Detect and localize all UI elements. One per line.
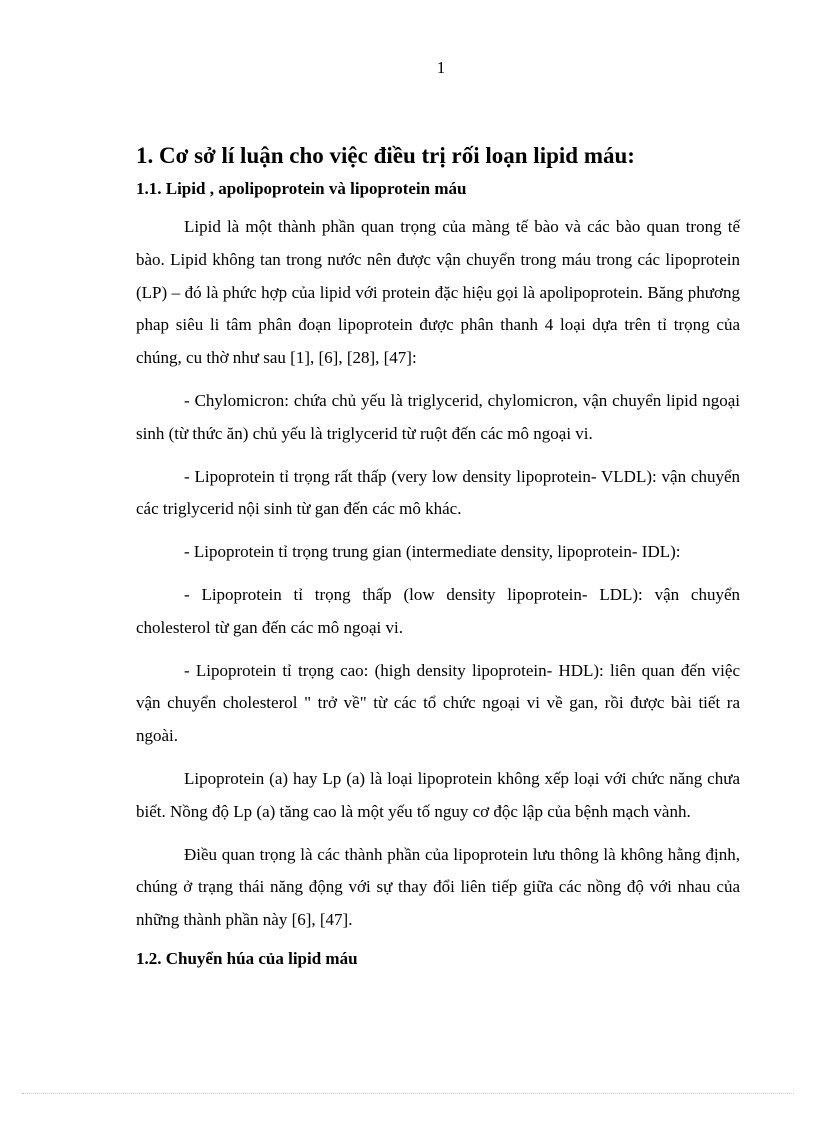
document-body xyxy=(136,142,740,981)
section-heading-1-1: 1.1. Lipid , apolipoprotein và lipoprotein máu xyxy=(136,179,467,198)
main-heading: 1. Cơ sở lí luận cho việc điều trị rối loạn lipid máu: xyxy=(136,143,635,168)
page-number: 1 xyxy=(436,58,446,77)
paragraph-ldl: - Lipoprotein tỉ trọng thấp (low density lipoprotein- LDL): vận chuyển cholesterol từ gan đến các mô ngoại vi. xyxy=(136,584,740,637)
section-heading-1-2: 1.2. Chuyển húa của lipid máu xyxy=(136,948,358,968)
paragraph-lipoprotein-dynamics: Điều quan trọng là các thành phần của lipoprotein lưu thông là không hằng định, chúng ở trạng thái năng động với sự thay đổi liên tiếp giữa các nồng độ với nhau của những thành phần này [6], [47]. xyxy=(136,844,740,930)
paragraph-idl: - Lipoprotein tỉ trọng trung gian (intermediate density, lipoprotein- IDL): xyxy=(184,542,681,562)
paragraph-chylomicron: - Chylomicron: chứa chủ yếu là triglycerid, chylomicron, vận chuyển lipid ngoại sinh (từ thức ăn) chủ yếu là triglycerid từ ruột đến các mô ngoại vi. xyxy=(136,390,740,443)
paragraph-lpa: Lipoprotein (a) hay Lp (a) là loại lipoprotein không xếp loại với chức năng chưa biết. Nồng độ Lp (a) tăng cao là một yếu tố nguy cơ độc lập của bệnh mạch vành. xyxy=(136,768,740,821)
paragraph-vldl: - Lipoprotein tỉ trọng rất thấp (very low density lipoprotein- VLDL): vận chuyển các triglycerid nội sinh từ gan đến các mô khác. xyxy=(136,466,740,519)
page-bottom-divider xyxy=(22,1093,794,1094)
paragraph-lipid-intro: Lipid là một thành phần quan trọng của màng tế bào và các bào quan trong tế bào. Lipid không tan trong nước nên được vận chuyển trong máu trong các lipoprotein (LP) – đó là phức hợp của lipid với protein đặc hiệu gọi là apolipoprotein. Băng phương phap siêu li tâm phân đoạn lipoprotein được phân thanh 4 loại dựa trên tỉ trọng của chúng, cu thờ như sau [1], [6], [28], [47]: xyxy=(136,217,740,368)
paragraph-hdl: - Lipoprotein tỉ trọng cao: (high density lipoprotein- HDL): liên quan đến việc vận chuyển cholesterol " trở về" từ các tổ chức ngoại vi về gan, rồi được bài tiết ra ngoài. xyxy=(136,660,740,746)
